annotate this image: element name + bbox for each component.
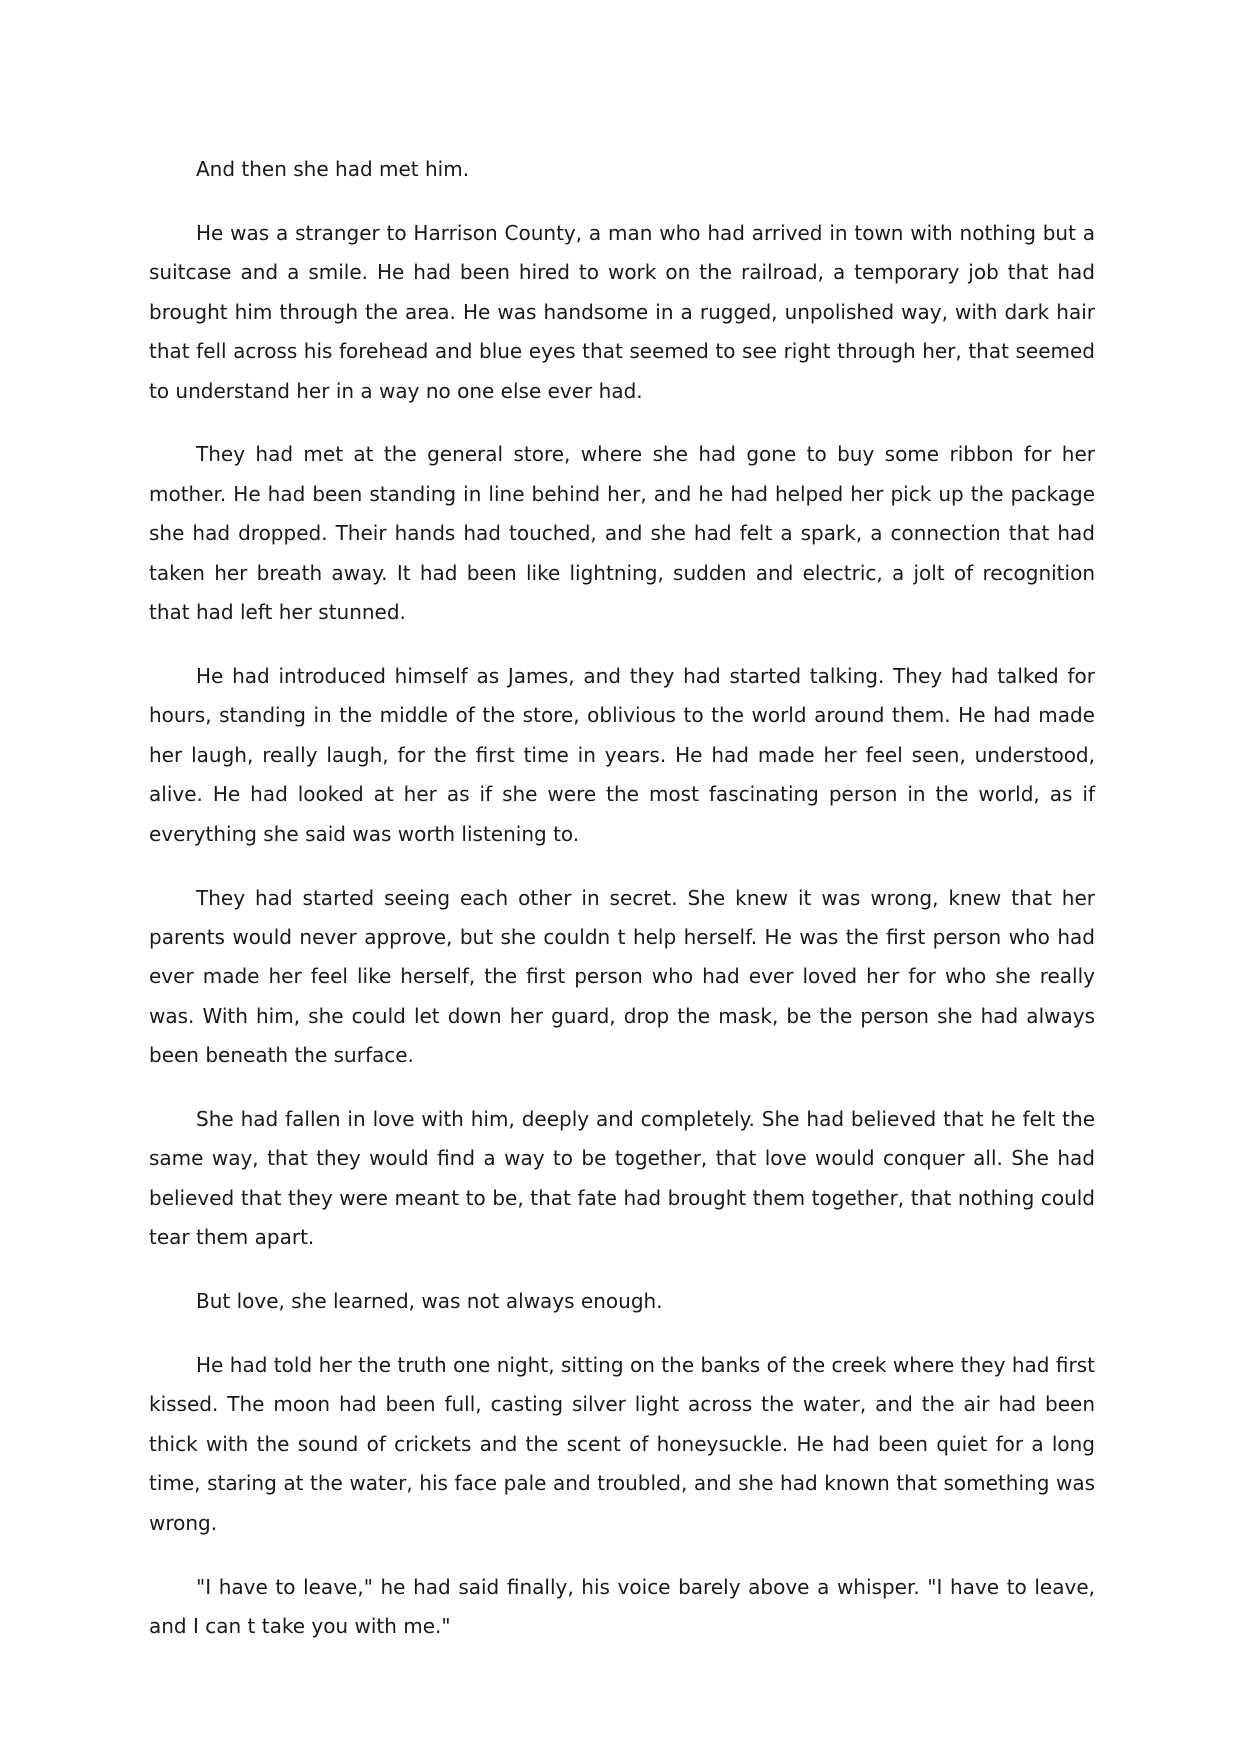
paragraph-7: But love, she learned, was not always enough. xyxy=(196,1289,663,1314)
paragraph-2: He was a stranger to Harrison County, a man who had arrived in town with nothing but a suitcase and a smile. He had been hired to work on the railroad, a temporary job that had brought him through the area. He was handsome in a rugged, unpolished way, with dark hair that fell across his forehead and blue eyes that seemed to see right through her, that seemed to understand her in a way no one else ever had. xyxy=(149,220,1095,403)
paragraph-3: They had met at the general store, where she had gone to buy some ribbon for her mother. He had been standing in line behind her, and he had helped her pick up the package she had dropped. Their hands had touched, and she had felt a spark, a connection that had taken her breath away. It had been like lightning, sudden and electric, a jolt of recognition that had left her stunned. xyxy=(149,442,1095,625)
paragraph-8: He had told her the truth one night, sitting on the banks of the creek where they had first kissed. The moon had been full, casting silver light across the water, and the air had been thick with the sound of crickets and the scent of honeysuckle. He had been quiet for a long time, staring at the water, his face pale and troubled, and she had known that something was wrong. xyxy=(149,1353,1095,1535)
paragraph-1: And then she had met him. xyxy=(196,157,470,181)
paragraph-9: "I have to leave," he had said finally, his voice barely above a whisper. "I have to leave, and I can t take you with me." xyxy=(149,1574,1095,1638)
paragraph-6: She had fallen in love with him, deeply and completely. She had believed that he felt the same way, that they would find a way to be together, that love would conquer all. She had believed that they were meant to be, that fate had brought them together, that nothing could tear them apart. xyxy=(149,1107,1095,1250)
paragraph-5: They had started seeing each other in secret. She knew it was wrong, knew that her parents would never approve, but she couldn t help herself. He was the first person who had ever made her feel like herself, the first person who had ever loved her for who she really was. With him, she could let down her guard, drop the mask, be the person she had always been beneath the surface. xyxy=(149,885,1095,1068)
body-text xyxy=(149,150,1095,1671)
paragraph-4: He had introduced himself as James, and they had started talking. They had talked for hours, standing in the middle of the store, oblivious to the world around them. He had made her laugh, really laugh, for the first time in years. He had made her feel seen, understood, alive. He had looked at her as if she were the most fascinating person in the world, as if everything she said was worth listening to. xyxy=(149,663,1095,846)
